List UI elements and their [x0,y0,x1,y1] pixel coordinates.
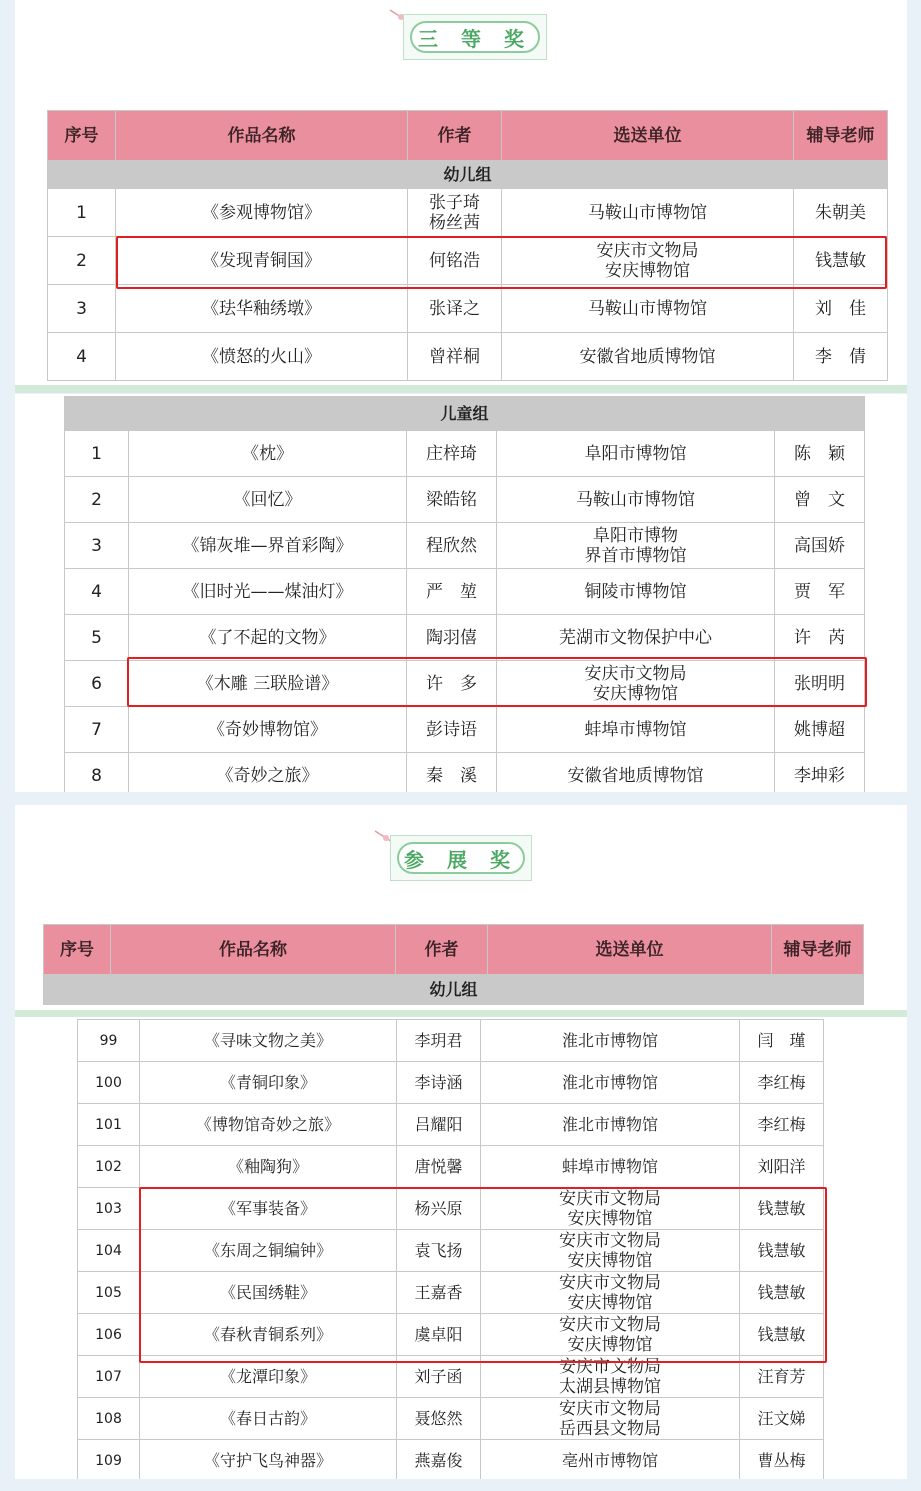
cell-unit: 马鞍山市博物馆 [502,285,794,333]
table-row [78,1188,824,1230]
cell-unit: 淮北市博物馆 [481,1104,740,1146]
unit-line: 安庆市文物局 [559,1272,661,1293]
cell-title: 《木雕 三联脸谱》 [129,661,407,707]
header-teacher: 辅导老师 [794,111,888,161]
award-badge-participation [390,835,532,881]
cell-title: 《民国绣鞋》 [140,1272,397,1314]
table-row [78,1314,824,1356]
award-title-third: 三 等 奖 [410,21,540,53]
cell-no: 100 [78,1062,140,1104]
cell-author: 张译之 [408,285,502,333]
cell-no: 2 [65,477,129,523]
cell-no: 108 [78,1398,140,1440]
cell-title: 《寻味文物之美》 [140,1020,397,1062]
cell-author: 杨兴原 [397,1188,481,1230]
cell-no: 3 [48,285,116,333]
unit-line: 阜阳市博物 [593,525,678,546]
cell-teacher: 汪育芳 [740,1356,824,1398]
cell-title: 《回忆》 [129,477,407,523]
cell-title: 《旧时光——煤油灯》 [129,569,407,615]
third-prize-preschool-table [47,110,888,381]
table-row [65,707,865,753]
cell-title: 《了不起的文物》 [129,615,407,661]
table-row [65,431,865,477]
cell-author: 彭诗语 [407,707,497,753]
cell-unit [481,1272,740,1314]
cell-teacher: 朱朝美 [794,189,888,237]
header-title: 作品名称 [111,925,396,975]
cell-teacher: 汪文娣 [740,1398,824,1440]
cell-no: 101 [78,1104,140,1146]
cell-title: 《春秋青铜系列》 [140,1314,397,1356]
cell-teacher: 李红梅 [740,1104,824,1146]
table-row [78,1146,824,1188]
cell-unit: 蚌埠市博物馆 [481,1146,740,1188]
cell-title: 《枕》 [129,431,407,477]
cell-unit [481,1188,740,1230]
unit-line: 界首市博物馆 [584,545,687,566]
cell-no: 1 [48,189,116,237]
table-row [65,615,865,661]
cell-teacher: 李 倩 [794,333,888,381]
participation-prize-header-panel [15,805,907,1010]
cell-teacher: 曾 文 [775,477,865,523]
table-row [78,1398,824,1440]
table-row [65,753,865,793]
unit-line: 安庆博物馆 [567,1292,653,1313]
header-unit: 选送单位 [488,925,772,975]
table-row [78,1272,824,1314]
cell-no: 7 [65,707,129,753]
cell-unit [497,523,775,569]
cell-author: 李玥君 [397,1020,481,1062]
cell-no: 104 [78,1230,140,1272]
unit-line: 安庆博物馆 [605,260,690,281]
unit-line: 安庆市文物局 [559,1356,661,1377]
table-row [48,189,888,237]
cell-unit: 亳州市博物馆 [481,1440,740,1480]
third-prize-children-table [64,396,865,792]
cell-teacher: 姚博超 [775,707,865,753]
unit-line: 安庆市文物局 [596,240,699,261]
cell-author: 王嘉香 [397,1272,481,1314]
cell-author: 曾祥桐 [408,333,502,381]
cell-author: 程欣然 [407,523,497,569]
group-label: 儿童组 [65,397,865,431]
table-row [78,1062,824,1104]
cell-teacher: 许 芮 [775,615,865,661]
unit-line: 安庆市文物局 [559,1398,661,1419]
cell-title: 《龙潭印象》 [140,1356,397,1398]
cell-no: 103 [78,1188,140,1230]
group-row [48,161,888,189]
cell-teacher: 刘 佳 [794,285,888,333]
cell-unit [481,1314,740,1356]
cell-title: 《参观博物馆》 [116,189,408,237]
header-unit: 选送单位 [502,111,794,161]
cell-unit: 淮北市博物馆 [481,1062,740,1104]
cell-title: 《奇妙之旅》 [129,753,407,793]
cell-author: 陶羽僖 [407,615,497,661]
cell-author: 何铭浩 [408,237,502,285]
cell-no: 109 [78,1440,140,1480]
header-no: 序号 [48,111,116,161]
cell-author: 李诗涵 [397,1062,481,1104]
unit-line: 安庆市文物局 [559,1230,661,1251]
cell-unit: 淮北市博物馆 [481,1020,740,1062]
cell-unit: 马鞍山市博物馆 [497,477,775,523]
unit-line: 太湖县博物馆 [559,1376,661,1397]
cell-teacher: 钱慧敏 [740,1314,824,1356]
award-title-participation: 参 展 奖 [397,842,525,874]
cell-no: 4 [65,569,129,615]
cell-unit: 安徽省地质博物馆 [502,333,794,381]
table-row [78,1104,824,1146]
cell-author: 庄梓琦 [407,431,497,477]
cell-author: 聂悠然 [397,1398,481,1440]
unit-line: 安庆博物馆 [567,1250,653,1271]
cell-author [408,189,502,237]
cell-author: 虞卓阳 [397,1314,481,1356]
third-prize-children-panel [15,394,907,792]
cell-title: 《发现青铜国》 [116,237,408,285]
unit-line: 安庆市文物局 [559,1314,661,1335]
cell-title: 《东周之铜编钟》 [140,1230,397,1272]
author-line: 杨丝茜 [429,212,480,233]
group-row [44,975,864,1005]
cell-title: 《珐华釉绣墩》 [116,285,408,333]
unit-line: 安庆市文物局 [559,1188,661,1209]
cell-author: 袁飞扬 [397,1230,481,1272]
cell-no: 105 [78,1272,140,1314]
cell-author: 刘子函 [397,1356,481,1398]
cell-teacher: 钱慧敏 [740,1272,824,1314]
cell-title: 《奇妙博物馆》 [129,707,407,753]
group-label: 幼儿组 [48,161,888,189]
cell-unit [497,661,775,707]
header-author: 作者 [396,925,488,975]
cell-title: 《愤怒的火山》 [116,333,408,381]
cell-title: 《春日古韵》 [140,1398,397,1440]
cell-author: 许 多 [407,661,497,707]
header-author: 作者 [408,111,502,161]
cell-teacher: 钱慧敏 [794,237,888,285]
cell-unit [481,1356,740,1398]
participation-table [77,1019,824,1479]
cell-title: 《锦灰堆—界首彩陶》 [129,523,407,569]
cell-title: 《博物馆奇妙之旅》 [140,1104,397,1146]
unit-line: 岳西县文物局 [559,1418,661,1439]
cell-no: 106 [78,1314,140,1356]
group-label: 幼儿组 [44,975,864,1005]
cell-unit [502,237,794,285]
table-row [48,333,888,381]
header-no: 序号 [44,925,111,975]
cell-teacher: 钱慧敏 [740,1188,824,1230]
cell-no: 107 [78,1356,140,1398]
cell-no: 2 [48,237,116,285]
group-row [65,397,865,431]
cell-teacher: 钱慧敏 [740,1230,824,1272]
participation-header-table [43,924,864,1005]
table-row [48,285,888,333]
cell-unit: 铜陵市博物馆 [497,569,775,615]
cell-no: 8 [65,753,129,793]
unit-line: 安庆博物馆 [567,1208,653,1229]
cell-no: 102 [78,1146,140,1188]
cell-no: 99 [78,1020,140,1062]
cell-unit [481,1398,740,1440]
cell-unit: 安徽省地质博物馆 [497,753,775,793]
table-row [65,523,865,569]
cell-title: 《青铜印象》 [140,1062,397,1104]
table-row [65,661,865,707]
cell-teacher: 刘阳洋 [740,1146,824,1188]
table-header-row [44,925,864,975]
cell-author: 吕耀阳 [397,1104,481,1146]
cell-author: 梁皓铭 [407,477,497,523]
cell-title: 《军事装备》 [140,1188,397,1230]
table-row [65,477,865,523]
cell-title: 《守护飞鸟神器》 [140,1440,397,1480]
cell-unit: 阜阳市博物馆 [497,431,775,477]
table-row [65,569,865,615]
third-prize-preschool-panel [15,0,907,385]
cell-author: 唐悦馨 [397,1146,481,1188]
cell-teacher: 张明明 [775,661,865,707]
cell-author: 严 堃 [407,569,497,615]
cell-no: 3 [65,523,129,569]
cell-teacher: 李红梅 [740,1062,824,1104]
cell-no: 5 [65,615,129,661]
table-row [78,1440,824,1480]
cell-teacher: 李坤彩 [775,753,865,793]
cell-author: 燕嘉俊 [397,1440,481,1480]
cell-teacher: 贾 军 [775,569,865,615]
participation-prize-rows-panel [15,1017,907,1479]
cell-unit [481,1230,740,1272]
cell-author: 秦 溪 [407,753,497,793]
section-divider [15,385,907,393]
cell-no: 6 [65,661,129,707]
cell-unit: 马鞍山市博物馆 [502,189,794,237]
cell-teacher: 陈 颖 [775,431,865,477]
table-row [78,1020,824,1062]
cell-teacher: 曹丛梅 [740,1440,824,1480]
table-row [48,237,888,285]
unit-line: 安庆博物馆 [567,1334,653,1355]
unit-line: 安庆市文物局 [584,663,687,684]
cell-teacher: 高国娇 [775,523,865,569]
author-line: 张子琦 [429,192,480,213]
cell-title: 《釉陶狗》 [140,1146,397,1188]
unit-line: 安庆博物馆 [593,683,678,704]
award-badge-third [403,14,547,60]
cell-unit: 蚌埠市博物馆 [497,707,775,753]
table-row [78,1356,824,1398]
cell-no: 1 [65,431,129,477]
cell-teacher: 闫 瑾 [740,1020,824,1062]
table-header-row [48,111,888,161]
header-title: 作品名称 [116,111,408,161]
cell-no: 4 [48,333,116,381]
header-teacher: 辅导老师 [772,925,864,975]
table-row [78,1230,824,1272]
cell-unit: 芜湖市文物保护中心 [497,615,775,661]
